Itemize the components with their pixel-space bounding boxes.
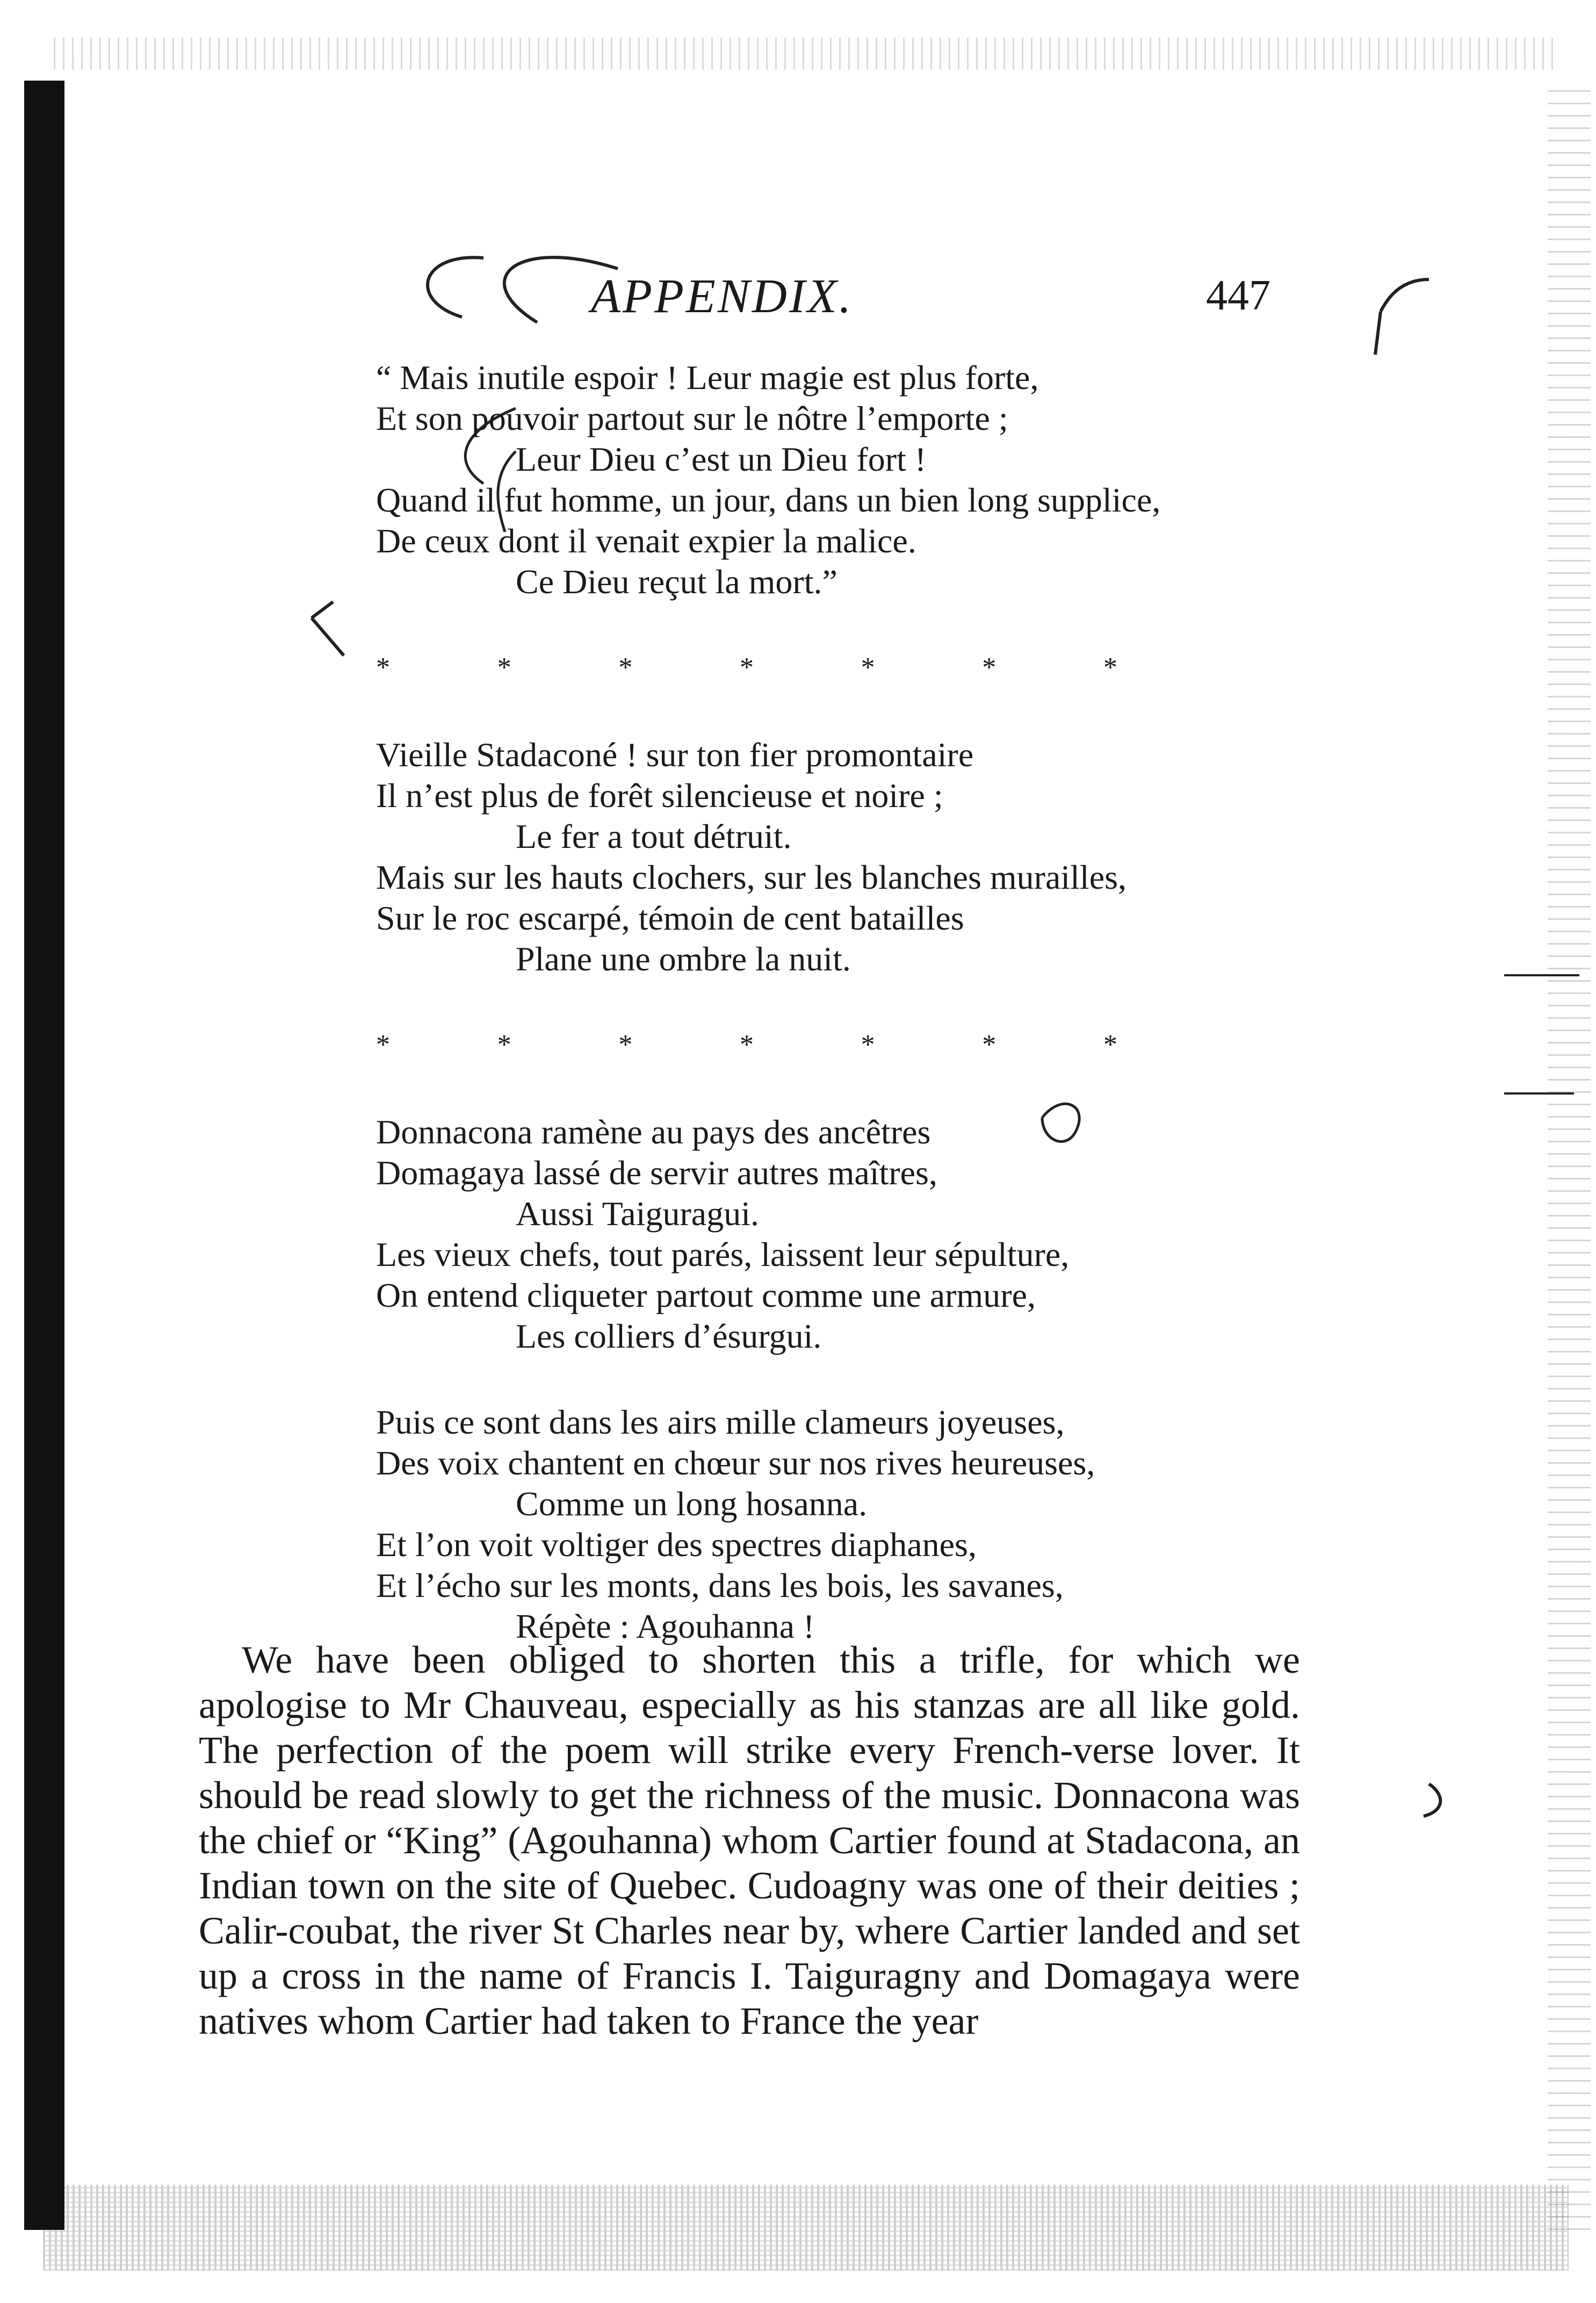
verse-line: Vieille Stadaconé ! sur ton fier promontaire — [376, 736, 974, 774]
stanza-4 — [376, 1402, 1397, 1647]
verse-line: De ceux dont il venait expier la malice. — [376, 522, 916, 560]
asterisk: * — [497, 652, 511, 683]
page-edge-noise-bottom — [43, 2185, 1569, 2271]
asterisk: * — [618, 1030, 633, 1060]
verse-line: Puis ce sont dans les airs mille clameurs joyeuses, — [376, 1403, 1065, 1441]
running-title: APPENDIX. — [591, 270, 854, 323]
verse-line: Mais sur les hauts clochers, sur les blanches murailles, — [376, 858, 1126, 896]
asterisk: * — [497, 1030, 511, 1060]
asterisk: * — [1103, 652, 1117, 683]
page-edge-noise-top — [54, 38, 1558, 70]
asterism-separator — [376, 1025, 1117, 1066]
verse-line: Plane une ombre la nuit. — [516, 940, 851, 978]
running-header — [0, 269, 1596, 344]
asterisk: * — [376, 1030, 390, 1060]
page-edge-noise-right — [1548, 81, 1591, 2230]
verse-line: Leur Dieu c’est un Dieu fort ! — [516, 440, 927, 478]
asterisk: * — [861, 652, 875, 683]
stanza-1 — [376, 357, 1397, 602]
asterisk: * — [739, 652, 754, 683]
stanza-2 — [376, 735, 1397, 980]
book-spine-shadow — [24, 81, 64, 2230]
verse-line: Les vieux chefs, tout parés, laissent leur sépulture, — [376, 1235, 1070, 1273]
verse-line: Répète : Agouhanna ! — [516, 1607, 815, 1645]
asterisk: * — [1103, 1030, 1117, 1060]
verse-line: Et l’écho sur les monts, dans les bois, les savanes, — [376, 1566, 1064, 1604]
stanza-3 — [376, 1112, 1397, 1357]
asterisk: * — [739, 1030, 754, 1060]
asterisk: * — [861, 1030, 875, 1060]
asterisk: * — [618, 652, 633, 683]
commentary-paragraph: We have been obliged to shorten this a trifle, for which we apologise to Mr Chauveau, especially as his stanzas are all like gold. The perfection of the poem will strike every French-verse lover. It should be read slowly to get the richness of the music. Donnacona was the chief or “King” (Agouhanna) whom Cartier found at Stadacona, an Indian town on the site of Quebec. Cudoagny was one of their deities ; Calir-coubat, the river St Charles near by, where Cartier landed and set up a cross in the name of Francis I. Taiguragny and Domagaya were natives whom Cartier had taken to France the year — [199, 1638, 1300, 2042]
asterism-separator — [376, 647, 1117, 688]
verse-line: Des voix chantent en chœur sur nos rives heureuses, — [376, 1444, 1095, 1482]
verse-line: On entend cliqueter partout comme une armure, — [376, 1276, 1036, 1314]
verse-line: Sur le roc escarpé, témoin de cent batailles — [376, 899, 964, 937]
verse-line: Et l’on voit voltiger des spectres diaphanes, — [376, 1525, 977, 1564]
asterisk: * — [982, 652, 996, 683]
verse-line: Ce Dieu reçut la mort.” — [516, 563, 837, 601]
page-number: 447 — [1206, 272, 1270, 319]
verse-line: Quand il fut homme, un jour, dans un bien long supplice, — [376, 481, 1161, 519]
asterisk: * — [982, 1030, 996, 1060]
verse-line: Domagaya lassé de servir autres maîtres, — [376, 1154, 937, 1192]
verse-line: Comme un long hosanna. — [516, 1485, 868, 1523]
verse-line: Donnacona ramène au pays des ancêtres — [376, 1113, 931, 1151]
verse-line: Le fer a tout détruit. — [516, 817, 792, 855]
verse-line: Les colliers d’ésurgui. — [516, 1317, 822, 1355]
verse-line: Et son pouvoir partout sur le nôtre l’emporte ; — [376, 399, 1008, 437]
verse-line: “ Mais inutile espoir ! Leur magie est plus forte, — [376, 358, 1039, 397]
verse-line: Il n’est plus de forêt silencieuse et noire ; — [376, 776, 943, 815]
verse-line: Aussi Taiguragui. — [516, 1194, 759, 1233]
poem-excerpt — [376, 357, 1397, 1692]
asterisk: * — [376, 652, 390, 683]
